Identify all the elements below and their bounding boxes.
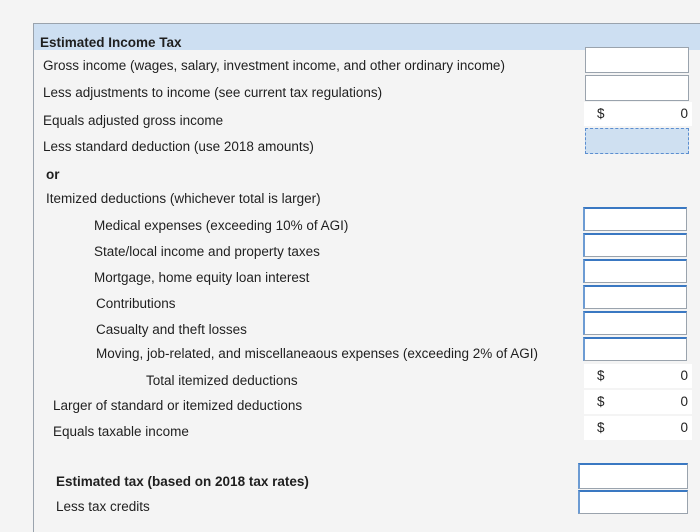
top-border — [33, 23, 700, 24]
taxable-income-currency: $ — [597, 420, 605, 435]
medical-input[interactable] — [583, 207, 687, 231]
mortgage-input[interactable] — [583, 259, 687, 283]
total-itemized-currency: $ — [597, 368, 605, 383]
gross-income-input[interactable] — [585, 47, 689, 73]
casualty-input[interactable] — [583, 311, 687, 335]
taxable-income-value: 0 — [680, 420, 688, 435]
agi-currency: $ — [597, 106, 605, 121]
larger-deduction-label: Larger of standard or itemized deductions — [53, 398, 303, 413]
casualty-label: Casualty and theft losses — [96, 322, 247, 337]
tax-credits-input[interactable] — [578, 490, 688, 514]
worksheet-title: Estimated Income Tax — [40, 35, 182, 50]
contributions-input[interactable] — [583, 285, 687, 309]
itemized-label: Itemized deductions (whichever total is larger) — [46, 191, 321, 206]
larger-deduction-value: 0 — [680, 394, 688, 409]
equals-agi-label: Equals adjusted gross income — [43, 113, 224, 128]
left-border — [33, 24, 34, 532]
taxable-income-label: Equals taxable income — [53, 424, 189, 439]
state-local-input[interactable] — [583, 233, 687, 257]
standard-deduction-input[interactable] — [585, 128, 689, 154]
gross-income-label: Gross income (wages, salary, investment income, and other ordinary income) — [43, 58, 505, 73]
estimated-tax-input[interactable] — [578, 463, 688, 489]
less-standard-label: Less standard deduction (use 2018 amounts) — [43, 139, 314, 154]
medical-label: Medical expenses (exceeding 10% of AGI) — [94, 218, 349, 233]
or-label: or — [46, 167, 60, 182]
larger-deduction-currency: $ — [597, 394, 605, 409]
less-credits-label: Less tax credits — [56, 499, 150, 514]
estimated-tax-label: Estimated tax (based on 2018 tax rates) — [56, 474, 309, 489]
less-adjustments-label: Less adjustments to income (see current tax regulations) — [43, 85, 383, 100]
agi-value: 0 — [680, 106, 688, 121]
state-local-label: State/local income and property taxes — [94, 244, 320, 259]
contributions-label: Contributions — [96, 296, 176, 311]
moving-label: Moving, job-related, and miscellaneaous expenses (exceeding 2% of AGI) — [96, 346, 538, 361]
total-itemized-value: 0 — [680, 368, 688, 383]
moving-input[interactable] — [583, 337, 687, 361]
adjustments-input[interactable] — [585, 75, 689, 101]
mortgage-label: Mortgage, home equity loan interest — [94, 270, 310, 285]
total-itemized-label: Total itemized deductions — [146, 373, 298, 388]
